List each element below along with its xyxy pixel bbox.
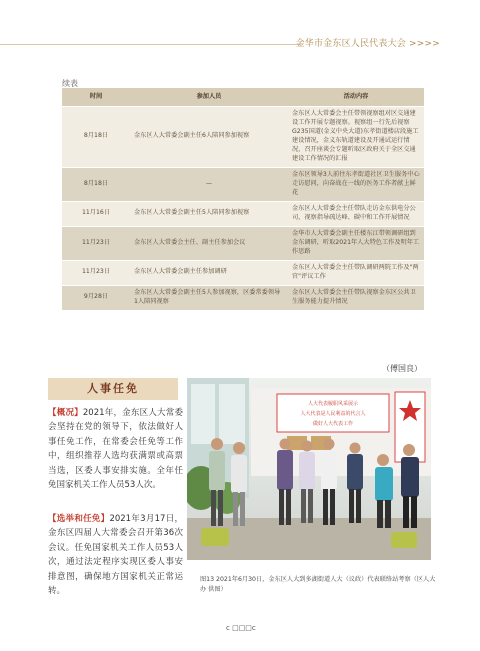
cell-time: 11月23日 (62, 226, 130, 260)
column-header-participants: 参加人员 (130, 88, 288, 107)
banner-line-1: 人大代表履职风采展示 (307, 401, 359, 407)
cell-time: 8月18日 (62, 107, 130, 168)
cell-activity: 金东区人大常委会主任带队调研两院工作及"两官"评议工作 (288, 260, 424, 285)
table-row (62, 107, 424, 168)
overview-text: 2021年，金东区人大常委会坚持在党的领导下，依法做好人事任免工作，在常委会任免等工作中，组织推荐人选均获满票或高票当选，区委人事安排实施。全年任免国家机关工作人员53人次。 (48, 408, 183, 491)
continued-label: 续表 (62, 79, 78, 88)
table-row (62, 285, 424, 310)
cell-participants: 金东区人大常委会副主任5人参加视察，区委常委领导1人陪同视察 (130, 285, 288, 310)
photo-caption: 图13 2021年6月30日，金东区人大到多湖街道人大（议政）代表联络站考察（区人大办 供图） (200, 576, 436, 593)
overview-paragraph (48, 406, 183, 493)
cell-participants: 金东区人大常委会副主任参加调研 (130, 260, 288, 285)
column-header-activity: 活动内容 (288, 88, 424, 107)
election-tag: 【选举和任免】 (48, 514, 110, 524)
cell-time: 11月16日 (62, 201, 130, 226)
photo-illustration (187, 378, 431, 560)
column-header-time: 时间 (62, 88, 130, 107)
cell-activity: 金东区人大常委会主任带队视察金东区公共卫生服务能力提升情况 (288, 285, 424, 310)
table-row (62, 201, 424, 226)
table-row (62, 260, 424, 285)
cell-time: 9月28日 (62, 285, 130, 310)
banner-line-2: 人大代表是人民利益的代言人 (300, 411, 366, 417)
cell-time: 11月23日 (62, 260, 130, 285)
cell-activity: 金东区人大常委会主任带领视察组对区交通建设工作开展专题视察。视察组一行先后视察G235国道(金义中央大道)东孝街道楼店段施工建设情况，金义东轨道建设及开通试运行情况，召开座谈会专题听取区政府关于全区交通建设工作情况的汇报 (288, 107, 424, 168)
header-rule (0, 44, 300, 45)
overview-tag: 【概况】 (48, 408, 83, 418)
cell-participants: 金东区人大常委会主任、副主任参加会议 (130, 226, 288, 260)
table-header-row (62, 88, 424, 107)
table-row (62, 167, 424, 201)
cell-time: 8月18日 (62, 167, 130, 201)
cell-participants: 金东区人大常委会副主任5人陪同参加视察 (130, 201, 288, 226)
cell-participants: — (130, 167, 288, 201)
table-row (62, 226, 424, 260)
cell-activity: 金华市人大常委会副主任楼东江带领调研组到金东调研，听取2021年人大特色工作及明年工作思路 (288, 226, 424, 260)
meeting-photo (187, 378, 431, 560)
cell-activity: 金东区领导3人前往东孝街道社区卫生服务中心走访慰问，向奋战在一线的医务工作者献上鲜花 (288, 167, 424, 201)
cell-activity: 金东区人大常委会主任带队走访金东供电分公司，视察指导疏达峰、碳中和工作开展情况 (288, 201, 424, 226)
author-credit: （傅国良） (382, 364, 422, 373)
election-paragraph (48, 512, 183, 599)
page-folio: c □□□c (226, 624, 256, 632)
running-header: 金华市金东区人民代表大会 >>>> (295, 39, 440, 49)
banner-line-3: 做好人大代表工作 (312, 421, 354, 427)
section-title: 人事任免 (48, 378, 178, 400)
cell-participants: 金东区人大常委会副主任6人陪同参加视察 (130, 107, 288, 168)
activities-table (62, 88, 424, 311)
election-text: 2021年3月17日，金东区四届人大常委会召开第36次会议。任免国家机关工作人员53人次，通过法定程序实现区委人事安排意图，确保地方国家机关正常运转。 (48, 514, 183, 597)
